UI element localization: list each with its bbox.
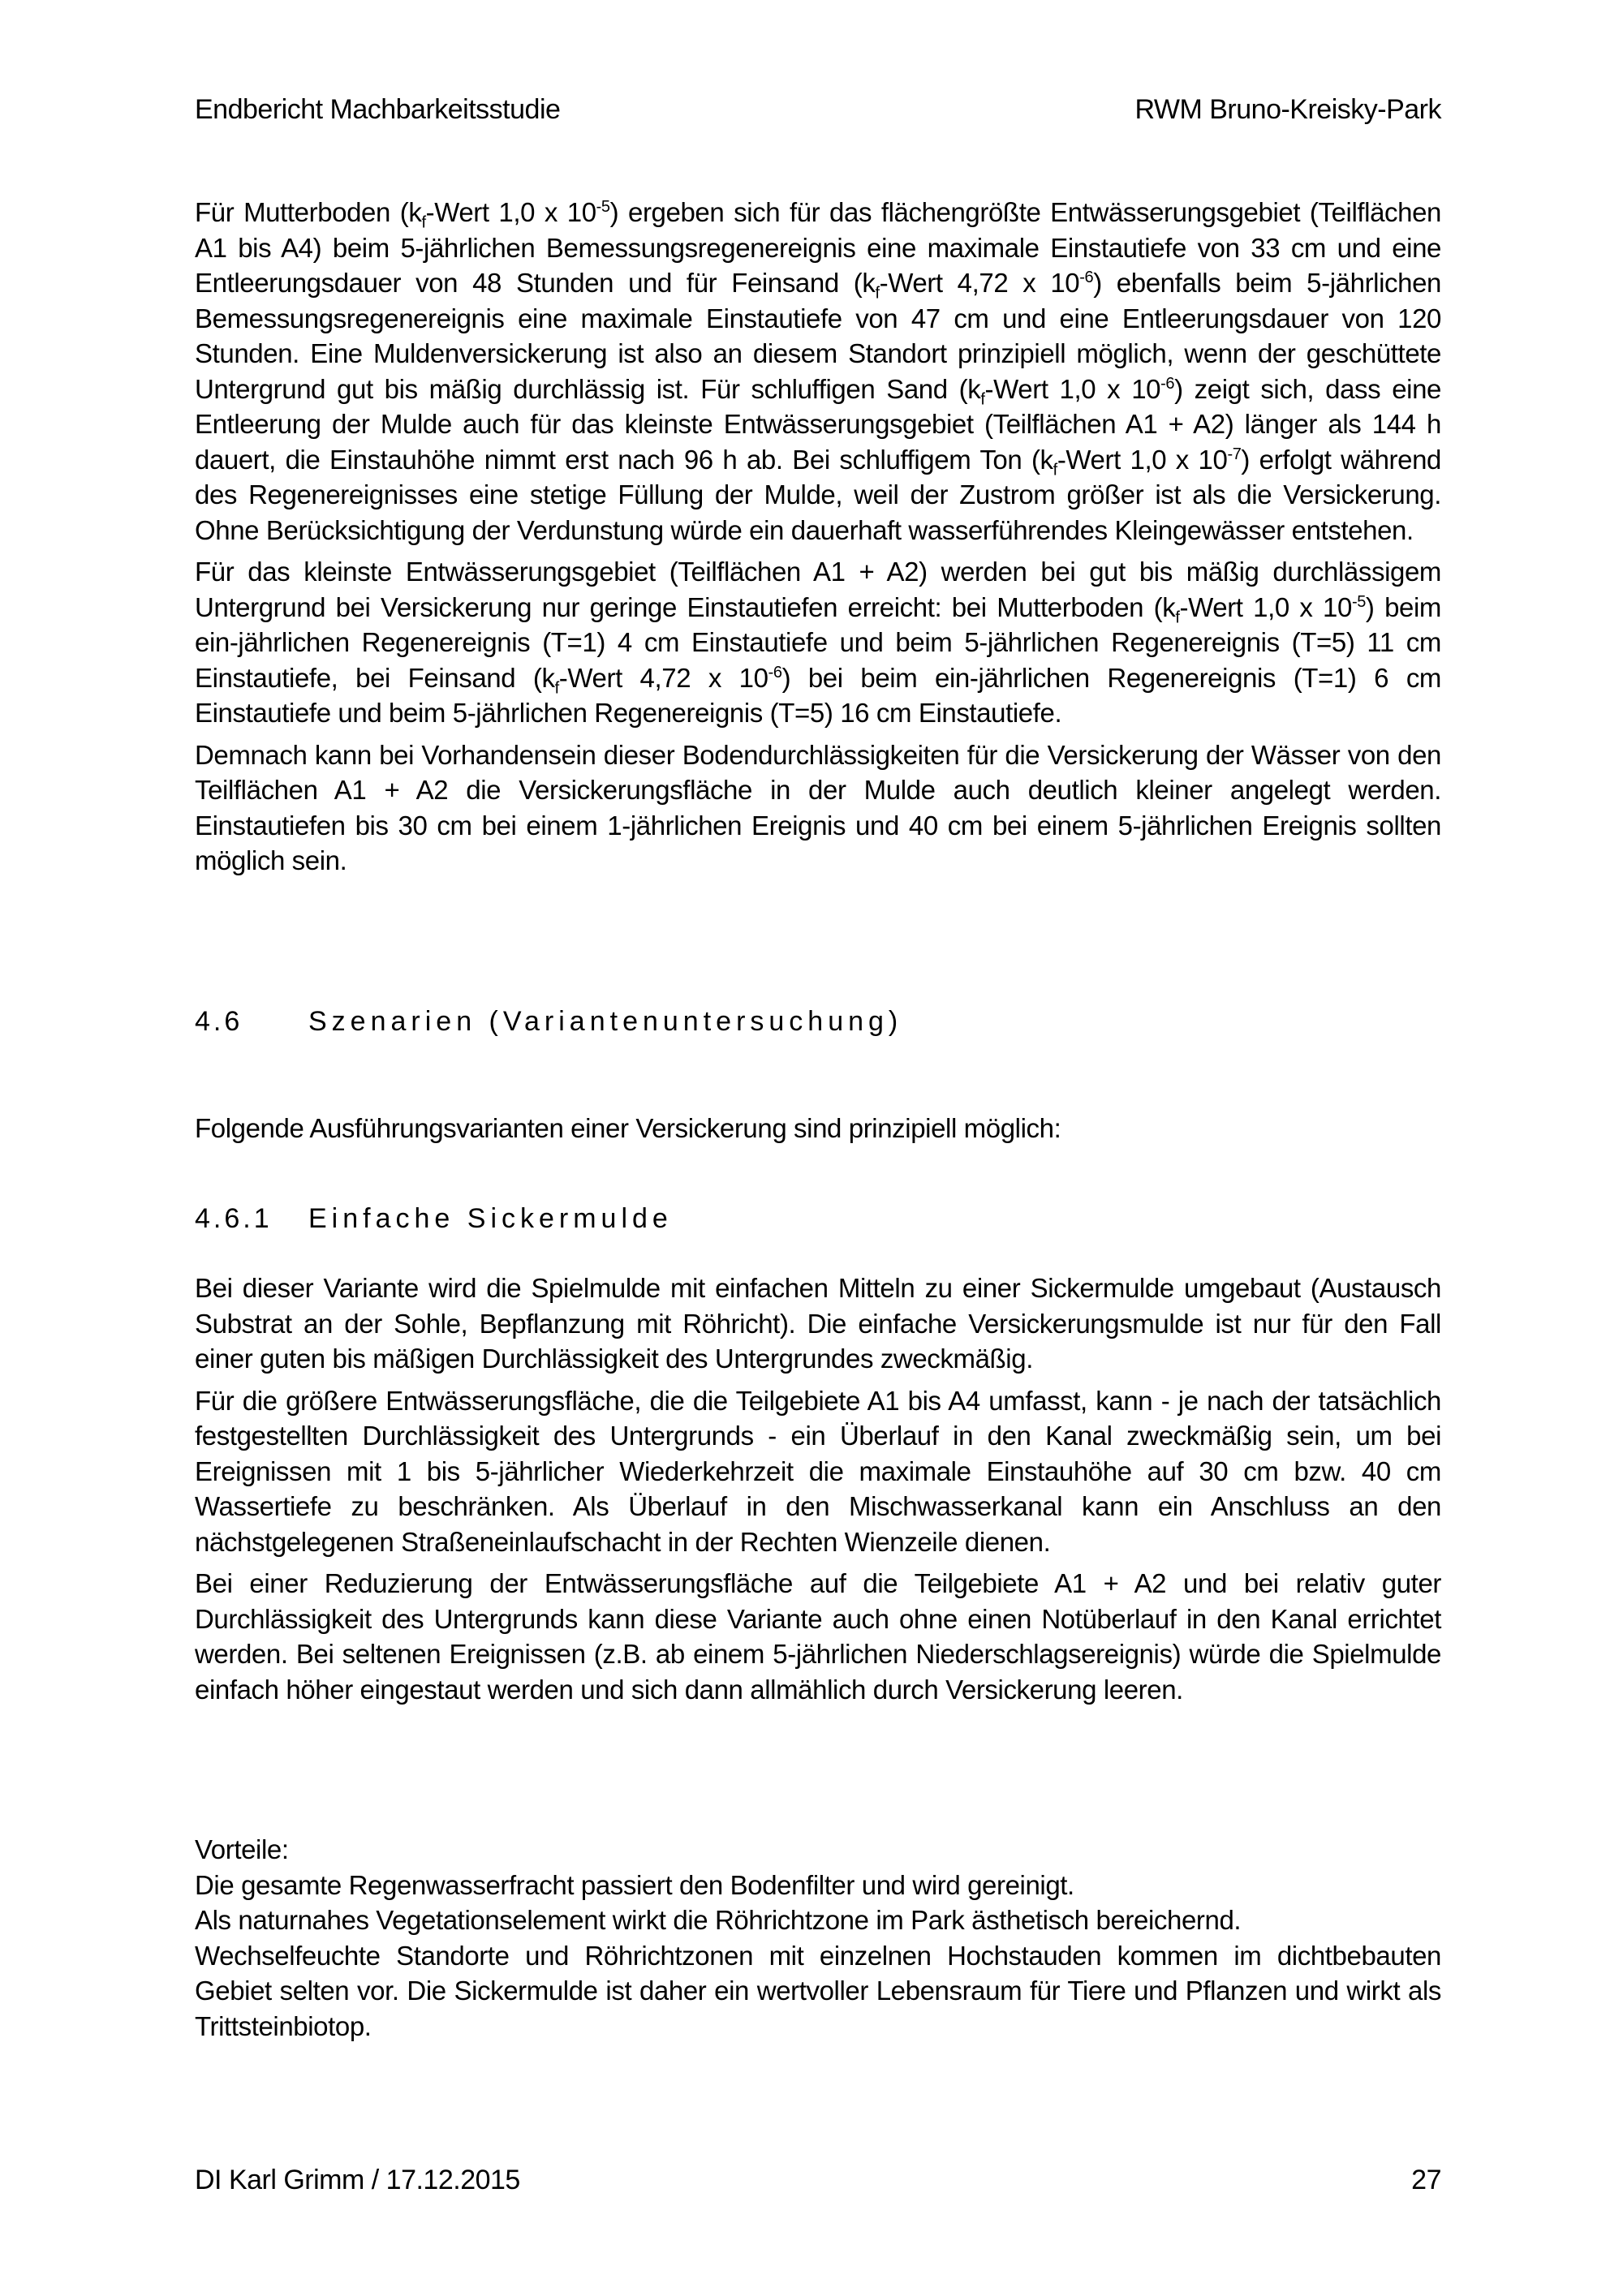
advantages-block (195, 1832, 1441, 2044)
heading-number: 4.6.1 (195, 1203, 273, 1234)
page-header (195, 94, 1441, 126)
section-heading-4-6 (195, 1006, 902, 1038)
page-number: 27 (1411, 2165, 1441, 2195)
heading-number: 4.6 (195, 1006, 243, 1037)
heading-title: Einfache Sickermulde (308, 1203, 673, 1234)
paragraph: Für die größere Entwässerungsfläche, die die Teilgebiete A1 bis A4 umfasst, kann - je nach der tatsächlich festgestellten Durchlässigkeit des Untergrunds - ein Überlauf in den Kanal zweckmäßig sein, um bei Ereignissen mit 1 bis 5-jährlicher Wiederkehrzeit die maximale Einstauhöhe auf 30 cm bzw. 40 cm Wassertiefe zu beschränken. Als Überlauf in den Mischwasserkanal kann ein Anschluss an den nächstgelegenen Straßeneinlaufschacht in der Rechten Wienzeile dienen. (195, 1385, 1441, 1557)
variants-intro-line: Folgende Ausführungsvarianten einer Versickerung sind prinzipiell möglich: (195, 1113, 1061, 1143)
intro-section (195, 195, 1441, 879)
paragraph: Bei dieser Variante wird die Spielmulde mit einfachen Mitteln zu einer Sickermulde umgebaut (Austausch Substrat an der Sohle, Bepflanzung mit Röhricht). Die einfache Versickerungsmulde ist nur für den Fall einer guten bis mäßigen Durchlässigkeit des Untergrundes zweckmäßig. (195, 1273, 1441, 1374)
advantage-item: Die gesamte Regenwasserfracht passiert den Bodenfilter und wird gereinigt. (195, 1869, 1074, 1900)
paragraph: Demnach kann bei Vorhandensein dieser Bodendurchlässigkeiten für die Versickerung der Wässer von den Teilflächen A1 + A2 die Versickerungsfläche in der Mulde auch deutlich kleiner angelegt werden. Einstautiefen bis 30 cm bei einem 1-jährlichen Ereignis und 40 cm bei einem 5-jährlichen Ereignis sollten möglich sein. (195, 739, 1441, 875)
paragraph: Für das kleinste Entwässerungsgebiet (Teilflächen A1 + A2) werden bei gut bis mäßig durchlässigem Untergrund bei Versickerung nur geringe Einstautiefen erreicht: bei Mutterboden ($k_f$-Wert 1,0 x $10^{-5}$) beim ein-jährlichen Regenereignis (T=1) 4 cm Einstautiefe und beim 5-jährlichen Regenereignis (T=5) 11 cm Einstautiefe, bei Feinsand ($k_f$-Wert 4,72 x $10^{-6}$) bei beim ein-jährlichen Regenereignis (T=1) 6 cm Einstautiefe und beim 5-jährlichen Regenereignis (T=5) 16 cm Einstautiefe. (195, 557, 1442, 728)
paragraph: Für Mutterboden ($k_f$-Wert 1,0 x $10^{-5}$) ergeben sich für das flächengrößte Entwässerungsgebiet (Teilflächen A1 bis A4) beim 5-jährlichen Bemessungsregenereignis eine maximale Einstautiefe von 33 cm und eine Entleerungsdauer von 48 Stunden und für Feinsand ($k_f$-Wert 4,72 x $10^{-6}$) ebenfalls beim 5-jährlichen Bemessungsregenereignis eine maximale Einstautiefe von 47 cm und eine Entleerungsdauer von 120 Stunden. Eine Muldenversickerung ist also an diesem Standort prinzipiell möglich, wenn der geschüttete Untergrund gut bis mäßig durchlässig ist. Für schluffigen Sand ($k_f$-Wert 1,0 x $10^{-6}$) zeigt sich, dass eine Entleerung der Mulde auch für das kleinste Entwässerungsgebiet (Teilflächen A1 + A2) länger als 144 h dauert, die Einstauhöhe nimmt erst nach 96 h ab. Bei schluffigem Ton ($k_f$-Wert 1,0 x $10^{-7}$) erfolgt während des Regenereignisses eine stetige Füllung der Mulde, weil der Zustrom größer ist als die Versickerung. Ohne Berücksichtigung der Verdunstung würde ein dauerhaft wasserführendes Kleingewässer entstehen. (195, 197, 1442, 545)
header-report-title: Endbericht Machbarkeitsstudie (195, 94, 561, 125)
header-project-name: RWM Bruno-Kreisky-Park (1134, 94, 1441, 125)
section-4-6-1-body (195, 1271, 1441, 1707)
heading-title: Szenarien (Variantenuntersuchung) (308, 1006, 903, 1037)
page-footer (195, 2165, 1441, 2196)
paragraph: Bei einer Reduzierung der Entwässerungsfläche auf die Teilgebiete A1 + A2 und bei relativ guter Durchlässigkeit des Untergrunds kann diese Variante auch ohne einen Notüberlauf in den Kanal errichtet werden. Bei seltenen Ereignissen (z.B. ab einem 5-jährlichen Niederschlagsereignis) würde die Spielmulde einfach höher eingestaut werden und sich dann allmählich durch Versickerung leeren. (195, 1568, 1441, 1705)
section-heading-4-6-1 (195, 1203, 673, 1235)
footer-author-date: DI Karl Grimm / 17.12.2015 (195, 2165, 520, 2195)
advantage-item: Als naturnahes Vegetationselement wirkt die Röhrichtzone im Park ästhetisch bereichernd. (195, 1905, 1242, 1935)
advantages-label: Vorteile: (195, 1834, 289, 1864)
advantage-item: Wechselfeuchte Standorte und Röhrichtzonen mit einzelnen Hochstauden kommen im dichtbebauten Gebiet selten vor. Die Sickermulde ist daher ein wertvoller Lebensraum für Tiere und Pflanzen und wirkt als Trittsteinbiotop. (195, 1940, 1441, 2041)
